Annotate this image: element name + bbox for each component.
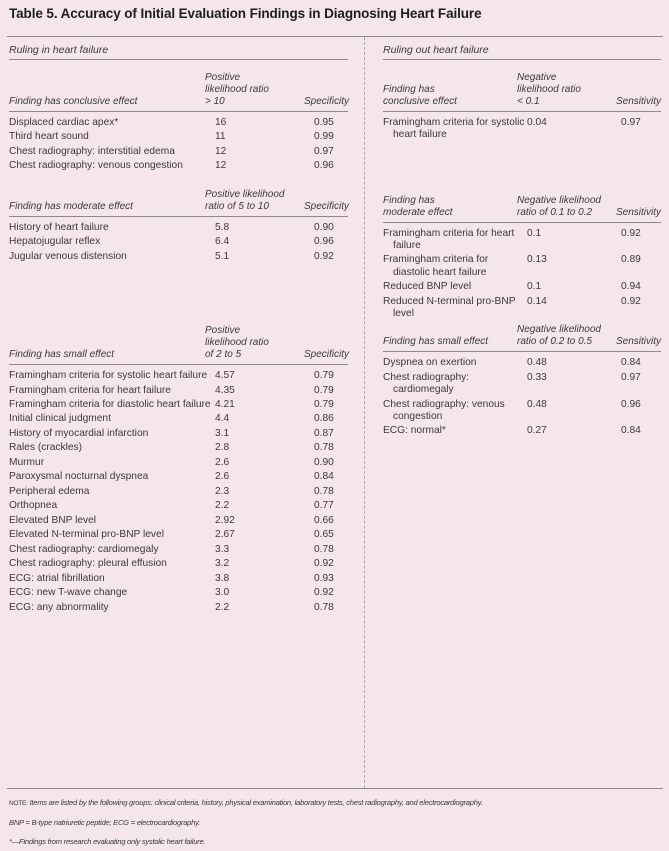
- table-row: [9, 602, 348, 614]
- metric-cell: 0.92: [621, 227, 641, 239]
- table-title: Table 5. Accuracy of Initial Evaluation Findings in Diagnosing Heart Failure: [9, 6, 482, 21]
- table-row: [9, 146, 348, 158]
- finding-cell: Framingham criteria for heart failure: [383, 227, 515, 251]
- finding-cell: Rales (crackles): [9, 442, 83, 454]
- ratio-cell: 0.27: [527, 425, 547, 437]
- finding-cell: Chest radiography: interstitial edema: [9, 145, 175, 157]
- table-row: [383, 296, 661, 321]
- ratio-cell: 0.33: [527, 371, 547, 383]
- finding-cell: Elevated N-terminal pro-BNP level: [9, 529, 164, 541]
- ratio-cell: 16: [215, 117, 227, 128]
- metric-cell: 0.84: [621, 425, 641, 437]
- table-row: [9, 222, 348, 234]
- group-moderate: [9, 189, 348, 263]
- finding-cell: Hepatojugular reflex: [9, 236, 101, 248]
- table-row: [9, 558, 348, 570]
- metric-cell: 0.79: [314, 398, 334, 410]
- header-metric: Sensitivity: [615, 336, 661, 348]
- metric-cell: 0.97: [621, 117, 641, 128]
- finding-cell: ECG: atrial fibrillation: [9, 572, 105, 584]
- group-header: [9, 72, 348, 112]
- finding-cell: History of heart failure: [9, 221, 109, 233]
- ratio-cell: 3.1: [215, 427, 230, 439]
- finding-cell: Jugular venous distension: [9, 250, 127, 262]
- ratio-cell: 2.6: [215, 471, 230, 483]
- table-row: [383, 425, 661, 437]
- finding-cell: Chest radiography: venous congestion: [383, 398, 505, 422]
- finding-cell: Framingham criteria for systolic heart failure: [383, 117, 525, 141]
- table-row: [383, 399, 661, 424]
- table-row: [9, 385, 348, 397]
- ratio-cell: 3.8: [215, 572, 230, 584]
- table-row: [383, 254, 661, 279]
- header-ratio: Positive likelihood ratio of 2 to 5: [205, 325, 269, 361]
- metric-cell: 0.96: [314, 160, 334, 172]
- group-conclusive: [9, 72, 348, 173]
- finding-cell: History of myocardial infarction: [9, 427, 149, 439]
- ratio-cell: 2.6: [215, 456, 230, 468]
- finding-cell: ECG: new T-wave change: [9, 587, 128, 599]
- metric-cell: 0.78: [314, 442, 334, 454]
- header-finding: Finding has moderate effect: [383, 194, 453, 218]
- finding-cell: Third heart sound: [9, 131, 89, 143]
- ratio-cell: 0.1: [527, 281, 542, 293]
- ratio-cell: 11: [215, 131, 226, 143]
- abbreviations-line: BNP = B-type natriuretic peptide; ECG = electrocardiography.: [9, 818, 200, 827]
- finding-cell: Framingham criteria for heart failure: [9, 384, 171, 396]
- ratio-cell: 3.0: [215, 587, 230, 599]
- ratio-cell: 12: [215, 160, 227, 172]
- group-small: [383, 324, 661, 437]
- ratio-cell: 0.1: [527, 227, 542, 239]
- header-ratio: Negative likelihood ratio of 0.2 to 0.5: [517, 324, 601, 348]
- ratio-cell: 4.21: [215, 398, 235, 410]
- ratio-cell: 2.67: [215, 529, 235, 541]
- footnote-line: *—Findings from research evaluating only systolic heart failure.: [9, 837, 206, 846]
- ratio-cell: 12: [215, 145, 227, 157]
- finding-cell: Murmur: [9, 456, 45, 468]
- header-metric: Specificity: [304, 96, 350, 107]
- finding-cell: Initial clinical judgment: [9, 413, 111, 425]
- metric-cell: 0.78: [314, 543, 334, 555]
- ratio-cell: 2.8: [215, 442, 230, 454]
- ratio-cell: 0.14: [527, 295, 547, 307]
- header-finding: Finding has conclusive effect: [9, 96, 138, 107]
- ratio-cell: 0.48: [527, 357, 547, 369]
- metric-cell: 0.90: [314, 221, 334, 233]
- table-row: [9, 486, 348, 498]
- metric-cell: 0.78: [314, 485, 334, 497]
- column-divider: [364, 37, 365, 788]
- ratio-cell: 3.3: [215, 543, 230, 555]
- finding-cell: Elevated BNP level: [9, 514, 97, 526]
- metric-cell: 0.84: [621, 357, 641, 369]
- ratio-cell: 2.2: [215, 601, 230, 613]
- header-finding: Finding has conclusive effect: [383, 84, 457, 107]
- table-row: [9, 457, 348, 469]
- table-row: [9, 515, 348, 527]
- table-row: [9, 428, 348, 440]
- metric-cell: 0.87: [314, 427, 334, 439]
- table-row: [9, 573, 348, 585]
- table-row: [9, 529, 348, 541]
- table-row: [383, 228, 661, 253]
- finding-cell: Reduced BNP level: [383, 281, 472, 293]
- header-ratio: Positive likelihood ratio of 5 to 10: [205, 188, 285, 212]
- header-ratio: Negative likelihood ratio < 0.1: [517, 72, 581, 107]
- group-header: [383, 195, 661, 223]
- metric-cell: 0.86: [314, 413, 334, 425]
- finding-cell: Orthopnea: [9, 500, 58, 512]
- table-row: [9, 413, 348, 425]
- finding-cell: Chest radiography: cardiomegaly: [383, 371, 470, 396]
- metric-cell: 0.79: [314, 384, 334, 396]
- finding-cell: Dyspnea on exertion: [383, 357, 477, 369]
- header-metric: Sensitivity: [615, 96, 661, 107]
- metric-cell: 0.93: [314, 572, 334, 584]
- finding-cell: Chest radiography: cardiomegaly: [9, 543, 159, 555]
- ratio-cell: 5.8: [215, 221, 230, 233]
- ratio-cell: 0.04: [527, 117, 547, 128]
- metric-cell: 0.92: [314, 558, 334, 570]
- table-row: [9, 500, 348, 512]
- table-row: [9, 236, 348, 248]
- group-moderate: [383, 195, 661, 321]
- section-title-ruling-in: Ruling in heart failure: [9, 37, 348, 60]
- ruling-in-panel: [9, 37, 348, 616]
- group-header: [9, 325, 348, 365]
- finding-cell: Peripheral edema: [9, 485, 90, 497]
- metric-cell: 0.96: [314, 236, 334, 248]
- ruling-out-panel: [383, 37, 661, 440]
- header-ratio: Positive likelihood ratio > 10: [205, 72, 269, 107]
- metric-cell: 0.99: [314, 131, 334, 143]
- finding-cell: Framingham criteria for diastolic heart failure: [9, 398, 211, 410]
- table-row: [9, 442, 348, 454]
- metric-cell: 0.79: [314, 370, 334, 382]
- finding-cell: Reduced N-terminal pro-BNP level: [383, 295, 516, 319]
- finding-cell: Chest radiography: pleural effusion: [9, 558, 167, 570]
- ratio-cell: 4.57: [215, 370, 235, 382]
- metric-cell: 0.97: [621, 371, 641, 383]
- group-header: [9, 189, 348, 217]
- finding-cell: Paroxysmal nocturnal dyspnea: [9, 471, 149, 483]
- ratio-cell: 2.92: [215, 514, 235, 526]
- group-small: [9, 325, 348, 614]
- header-finding: Finding has moderate effect: [9, 200, 133, 212]
- note-line: [9, 793, 483, 813]
- metric-cell: 0.66: [314, 514, 334, 526]
- table-row: [9, 251, 348, 263]
- metric-cell: 0.89: [621, 254, 641, 266]
- finding-cell: ECG: normal*: [383, 425, 446, 437]
- table-row: [383, 117, 661, 142]
- ratio-cell: 4.35: [215, 384, 235, 396]
- ratio-cell: 0.48: [527, 398, 547, 410]
- header-finding: Finding has small effect: [9, 349, 115, 361]
- table-notes: [9, 793, 483, 851]
- metric-cell: 0.77: [314, 500, 334, 512]
- ratio-cell: 5.1: [215, 250, 230, 262]
- finding-cell: Framingham criteria for diastolic heart failure: [383, 254, 489, 278]
- table-row: [383, 281, 661, 293]
- note-label: NOTE:: [9, 800, 28, 807]
- header-metric: Specificity: [304, 200, 350, 212]
- finding-cell: Displaced cardiac apex*: [9, 117, 119, 128]
- table-row: [9, 131, 348, 143]
- table-row: [383, 372, 661, 397]
- note-text: Items are listed by the following groups: clinical criteria, history, physical examination, laboratory tests, chest radiography, and electrocardiography.: [29, 798, 483, 807]
- ratio-cell: 0.13: [527, 254, 547, 266]
- header-ratio: Negative likelihood ratio of 0.1 to 0.2: [517, 194, 601, 218]
- metric-cell: 0.78: [314, 601, 334, 613]
- table-row: [9, 471, 348, 483]
- table-row: [9, 370, 348, 382]
- ratio-cell: 2.3: [215, 485, 230, 497]
- table-row: [9, 544, 348, 556]
- header-metric: Sensitivity: [615, 206, 661, 218]
- header-metric: Specificity: [304, 349, 350, 361]
- metric-cell: 0.92: [314, 250, 334, 262]
- table-row: [9, 399, 348, 411]
- metric-cell: 0.84: [314, 471, 334, 483]
- group-header: [383, 324, 661, 352]
- table-row: [9, 160, 348, 172]
- ratio-cell: 2.2: [215, 500, 230, 512]
- table-row: [9, 587, 348, 599]
- finding-cell: Framingham criteria for systolic heart failure: [9, 370, 208, 382]
- metric-cell: 0.96: [621, 398, 641, 410]
- metric-cell: 0.65: [314, 529, 334, 541]
- finding-cell: ECG: any abnormality: [9, 601, 109, 613]
- ratio-cell: 6.4: [215, 236, 230, 248]
- group-conclusive: [383, 72, 661, 142]
- metric-cell: 0.97: [314, 145, 334, 157]
- group-header: [383, 72, 661, 112]
- table-row: [383, 357, 661, 369]
- header-finding: Finding has small effect: [383, 336, 489, 348]
- metric-cell: 0.94: [621, 281, 641, 293]
- ratio-cell: 3.2: [215, 558, 230, 570]
- bottom-rule: [7, 788, 663, 789]
- table-row: [9, 117, 348, 129]
- metric-cell: 0.92: [621, 295, 641, 307]
- ratio-cell: 4.4: [215, 413, 230, 425]
- metric-cell: 0.92: [314, 587, 334, 599]
- section-title-ruling-out: Ruling out heart failure: [383, 37, 661, 60]
- finding-cell: Chest radiography: venous congestion: [9, 160, 183, 172]
- metric-cell: 0.90: [314, 456, 334, 468]
- metric-cell: 0.95: [314, 117, 334, 128]
